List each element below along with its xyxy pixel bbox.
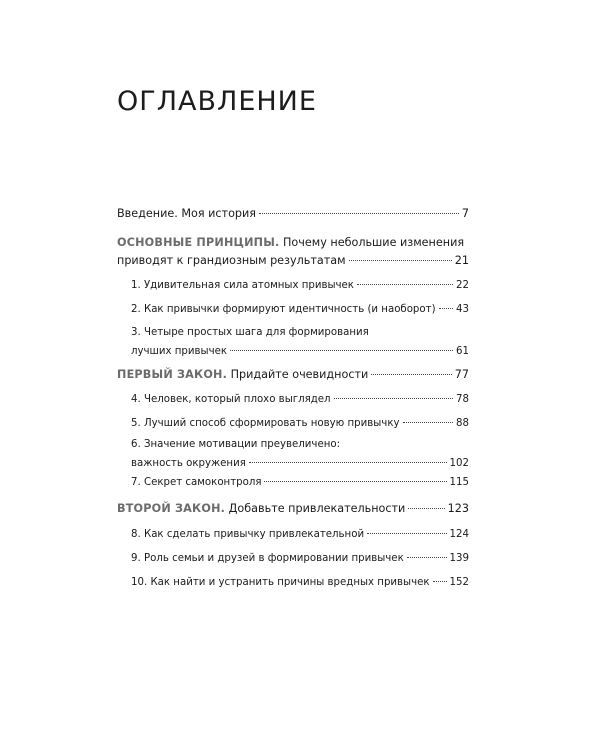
page-number: 152	[449, 577, 469, 588]
dot-leader	[367, 533, 446, 534]
toc-entry-title: 3. Четыре простых шага для формирования	[131, 327, 369, 338]
dot-leader	[264, 481, 446, 482]
dot-leader	[439, 308, 453, 309]
toc-entry-title: 4. Человек, который плохо выглядел	[131, 394, 331, 405]
page-number: 61	[456, 346, 469, 357]
toc-entry-title: 7. Секрет самоконтроля	[131, 477, 262, 488]
toc-entry-title: 1. Удивительная сила атомных привычек	[131, 280, 354, 291]
page-number: 102	[449, 458, 469, 469]
page-number: 123	[447, 502, 469, 515]
toc-entry-chapter-5[interactable]	[131, 417, 469, 431]
dot-leader	[403, 422, 454, 423]
toc-entry-chapter-6[interactable]	[131, 438, 469, 471]
toc-entry-title: Добавьте привлекательности	[225, 502, 406, 515]
toc-entry-title-cont: важность окружения	[131, 458, 246, 469]
toc-entry-title: 6. Значение мотивации преувеличено:	[131, 439, 341, 450]
toc-entry-title-cont: лучших привычек	[131, 346, 228, 357]
dot-leader	[334, 398, 453, 399]
toc-entry-title: Почему небольшие изменения	[279, 236, 465, 249]
page-number: 115	[449, 477, 469, 488]
toc-entry-part-2[interactable]	[117, 368, 469, 382]
toc-entry-chapter-4[interactable]	[131, 393, 469, 407]
page-number: 77	[454, 368, 469, 381]
toc-entry-title: Введение. Моя история	[117, 207, 257, 220]
dot-leader	[230, 350, 453, 351]
toc-entry-chapter-7[interactable]	[131, 476, 469, 490]
part-label: ОСНОВНЫЕ ПРИНЦИПЫ.	[117, 236, 280, 249]
page-number: 7	[461, 207, 469, 220]
page-number: 124	[449, 529, 469, 540]
toc-entry-chapter-9[interactable]	[131, 552, 469, 566]
toc-entry-title: 2. Как привычки формируют идентичность (и наоборот)	[131, 304, 436, 315]
toc-entry-title-cont: приводят к грандиозным результатам	[117, 254, 346, 267]
dot-leader	[408, 508, 444, 509]
toc-entry-title: 8. Как сделать привычку привлекательной	[131, 529, 365, 540]
page-number: 21	[454, 254, 469, 267]
dot-leader	[357, 284, 453, 285]
page-number: 78	[456, 394, 469, 405]
toc-entry-chapter-10[interactable]	[131, 576, 469, 590]
toc-entry-title: 9. Роль семьи и друзей в формировании привычек	[131, 553, 404, 564]
page-number: 139	[449, 553, 469, 564]
dot-leader	[259, 213, 459, 214]
page-title: ОГЛАВЛЕНИЕ	[117, 86, 317, 117]
toc-entry-title: 5. Лучший способ сформировать новую привычку	[131, 418, 400, 429]
part-label: ПЕРВЫЙ ЗАКОН.	[117, 368, 228, 381]
page-number: 22	[456, 280, 469, 291]
dot-leader	[371, 374, 451, 375]
toc-entry-part-3[interactable]	[117, 502, 469, 516]
toc-entry-title: Придайте очевидности	[227, 368, 369, 381]
page-number: 43	[456, 304, 469, 315]
toc-entry-chapter-1[interactable]	[131, 279, 469, 293]
toc-entry-chapter-8[interactable]	[131, 528, 469, 542]
dot-leader	[433, 581, 447, 582]
toc-entry-title: 10. Как найти и устранить причины вредных привычек	[131, 577, 430, 588]
dot-leader	[407, 557, 447, 558]
dot-leader	[249, 462, 447, 463]
dot-leader	[349, 260, 452, 261]
toc-entry-part-1[interactable]	[117, 236, 469, 268]
toc-entry-chapter-2[interactable]	[131, 303, 469, 317]
toc-entry-intro[interactable]	[117, 207, 469, 221]
toc-entry-chapter-3[interactable]	[131, 326, 469, 359]
page-number: 88	[456, 418, 469, 429]
part-label: ВТОРОЙ ЗАКОН.	[117, 502, 226, 515]
